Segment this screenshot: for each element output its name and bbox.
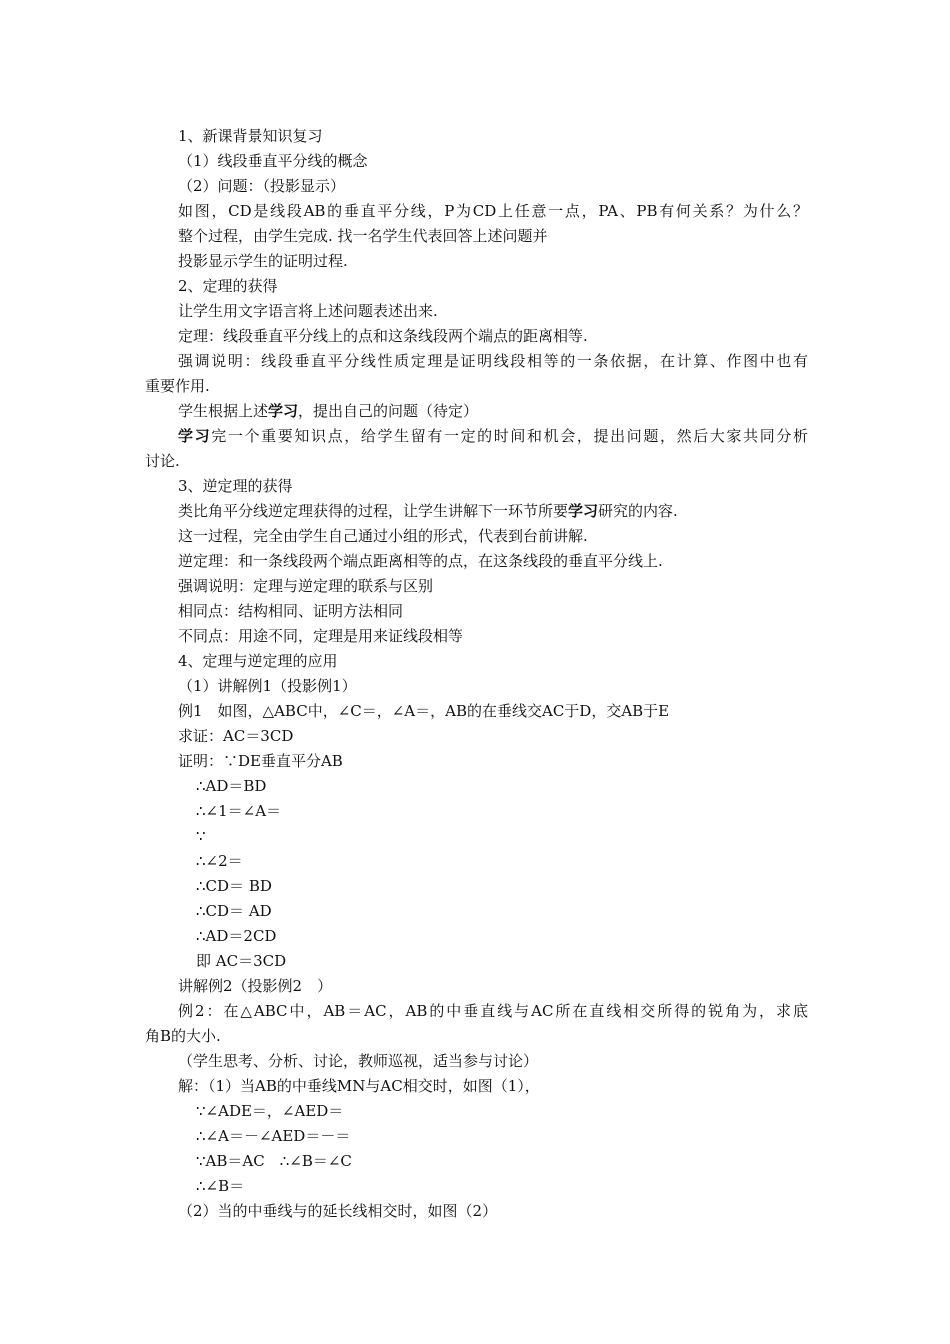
solution-start: 解：（1）当AB的中垂线MN与AC相交时，如图（1）， bbox=[178, 1077, 540, 1095]
solution-step-2: ∴∠A＝－∠AED＝－＝ bbox=[196, 1127, 351, 1145]
study-line bbox=[178, 426, 808, 446]
section-heading-1: 1、新课背景知识复习 bbox=[178, 127, 323, 145]
proof-step-5: ∴CD＝ BD bbox=[196, 877, 272, 895]
section-heading-3: 3、逆定理的获得 bbox=[178, 477, 293, 495]
example-2-heading: 讲解例2（投影例2 ） bbox=[178, 977, 333, 995]
student-question-suffix: ，提出自己的问题（待定） bbox=[298, 402, 479, 420]
instruction-text: 让学生用文字语言将上述问题表述出来. bbox=[178, 302, 438, 320]
section-heading-2: 2、定理的获得 bbox=[178, 277, 278, 295]
item-1-2: （2）问题：（投影显示） bbox=[178, 177, 346, 195]
converse-theorem-text: 逆定理：和一条线段两个端点距离相等的点，在这条线段的垂直平分线上. bbox=[178, 552, 663, 570]
proof-start: 证明：∵DE垂直平分AB bbox=[178, 752, 343, 770]
study-line-text: 完一个重要知识点，给学生留有一定的时间和机会，提出问题，然后大家共同分析 bbox=[211, 427, 808, 445]
study-bold: 学习 bbox=[268, 402, 299, 420]
proof-step-2: ∴∠1＝∠A＝ bbox=[196, 802, 282, 820]
prove-text: 求证：AC＝3CD bbox=[178, 727, 294, 745]
emphasis-text: 强调说明：线段垂直平分线性质定理是证明线段相等的一条依据，在计算、作图中也有 bbox=[178, 352, 808, 370]
solution-case-2: （2）当的中垂线与的延长线相交时，如图（2） bbox=[178, 1202, 498, 1220]
solution-step-4: ∴∠B＝ bbox=[196, 1177, 245, 1195]
example-1-text: 例1 如图，△ABC中，∠C＝，∠A＝，AB的在垂线交AC于D，交AB于E bbox=[178, 702, 670, 720]
proof-step-6: ∴CD＝ AD bbox=[196, 902, 272, 920]
analogy-suffix: 研究的内容. bbox=[598, 502, 678, 520]
theorem-text: 定理：线段垂直平分线上的点和这条线段两个端点的距离相等. bbox=[178, 327, 588, 345]
item-1-1: （1）线段垂直平分线的概念 bbox=[178, 152, 368, 170]
proof-step-4: ∴∠2＝ bbox=[196, 852, 243, 870]
analogy-line bbox=[178, 501, 678, 521]
solution-step-3: ∵AB＝AC ∴∠B＝∠C bbox=[196, 1152, 352, 1170]
example-1-heading: （1）讲解例1（投影例1） bbox=[178, 677, 357, 695]
difference-text: 不同点：用途不同，定理是用来证线段相等 bbox=[178, 627, 464, 645]
example-2-text: 例2：在△ABC中，AB＝AC，AB的中垂直线与AC所在直线相交所得的锐角为，求底 bbox=[178, 1002, 808, 1020]
discussion-text: 讨论. bbox=[145, 452, 180, 470]
projection-text: 投影显示学生的证明过程. bbox=[178, 252, 348, 270]
analogy-prefix: 类比角平分线逆定理获得的过程，让学生讲解下一环节所要 bbox=[178, 502, 569, 520]
question-text: 如图，CD是线段AB的垂直平分线，P为CD上任意一点，PA、PB有何关系？为什么？ bbox=[178, 202, 808, 220]
proof-step-7: ∴AD＝2CD bbox=[196, 927, 277, 945]
proof-conclusion: 即 AC＝3CD bbox=[196, 952, 287, 970]
student-activity-text: （学生思考、分析、讨论，教师巡视，适当参与讨论） bbox=[178, 1052, 539, 1070]
group-process-text: 这一过程，完全由学生自己通过小组的形式，代表到台前讲解. bbox=[178, 527, 588, 545]
similarity-text: 相同点：结构相同、证明方法相同 bbox=[178, 602, 404, 620]
emphasis-text-continued: 重要作用. bbox=[145, 377, 210, 395]
study-bold-3: 学习 bbox=[568, 502, 599, 520]
study-bold-2: 学习 bbox=[178, 427, 212, 445]
proof-step-3: ∵ bbox=[196, 827, 206, 845]
section-heading-4: 4、定理与逆定理的应用 bbox=[178, 652, 338, 670]
solution-step-1: ∵∠ADE＝，∠AED＝ bbox=[196, 1102, 344, 1120]
proof-step-1: ∴AD＝BD bbox=[196, 777, 267, 795]
student-question-prefix: 学生根据上述 bbox=[178, 402, 269, 420]
example-2-text-continued: 角B的大小. bbox=[145, 1027, 221, 1045]
student-question-line bbox=[178, 401, 478, 421]
process-text: 整个过程，由学生完成. 找一名学生代表回答上述问题并 bbox=[178, 227, 548, 245]
relation-text: 强调说明：定理与逆定理的联系与区别 bbox=[178, 577, 434, 595]
